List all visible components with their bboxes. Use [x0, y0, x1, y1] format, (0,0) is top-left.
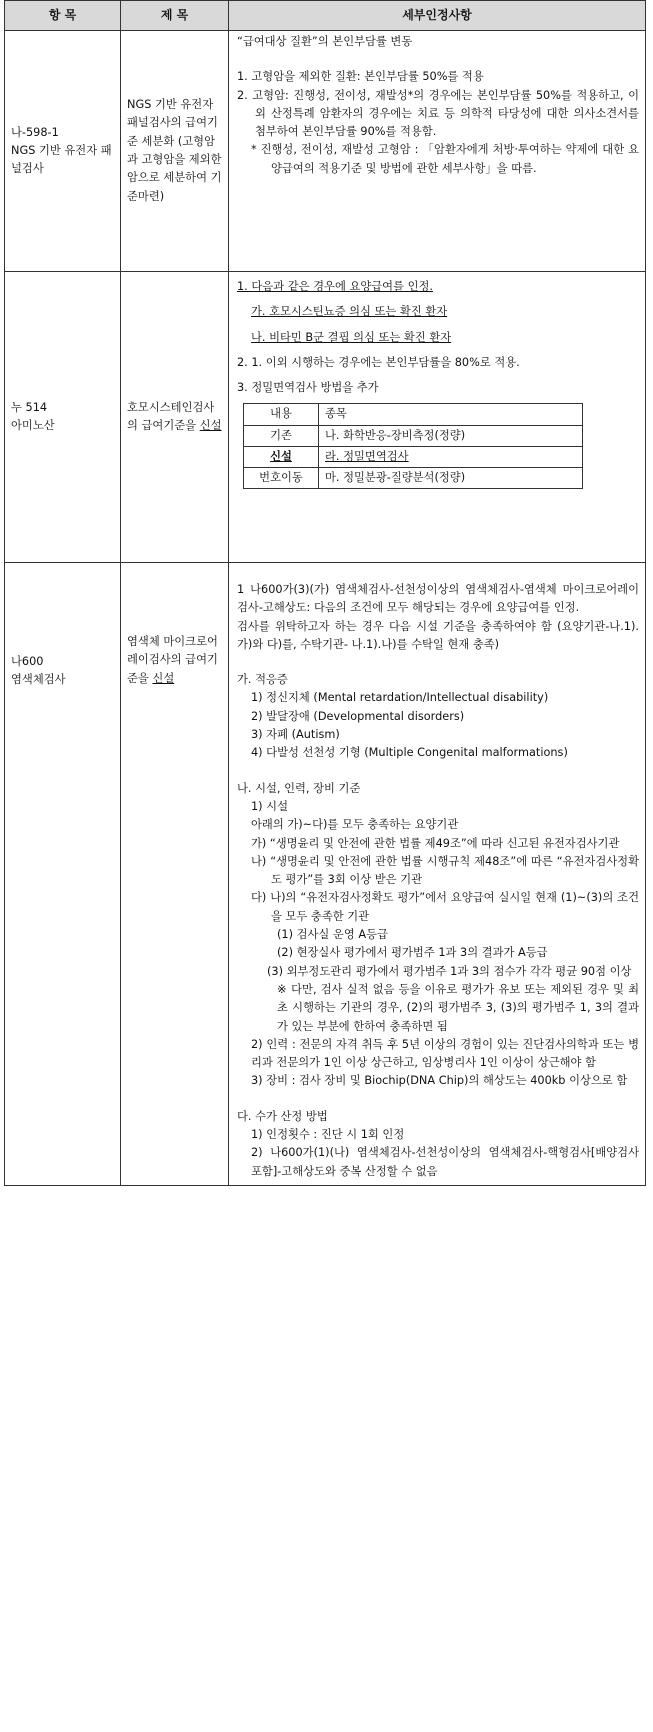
- method-table-row: 신설 라. 정밀면역검사: [244, 446, 583, 467]
- header-details: 세부인정사항: [229, 1, 646, 31]
- detail-line: 2. 고형암: 진행성, 전이성, 재발성*의 경우에는 본인부담률 50%를 적용하고, 이외 산정특례 암환자의 경우에는 치료 등 의학적 타당성에 대한 의사소견서를 첨부하여 본인부담률 90%를 적용함.: [237, 88, 639, 139]
- detail-line: “급여대상 질환”의 본인부담률 변동: [237, 35, 413, 48]
- title-text: 염색체 마이크로어레이검사의 급여기준을: [127, 635, 218, 685]
- table-header-row: [5, 1, 646, 31]
- title-text: NGS 기반 유전자 패널검사의 급여기준 세분화 (고형암과 고형암을 제외한 암으로 세분하여 기준마련): [127, 98, 222, 203]
- detail-line: 나. 비타민 B군 결핍 의심 또는 확진 환자: [251, 330, 452, 344]
- criteria-table: [4, 0, 646, 1186]
- list-item: 1) 인정횟수 : 진단 시 1회 인정: [251, 1128, 405, 1142]
- details-cell: [229, 563, 646, 1186]
- list-item: 나) “생명윤리 및 안전에 관한 법률 시행규칙 제48조”에 따른 “유전자검사정확도 평가”를 3회 이상 받은 기관: [251, 854, 639, 887]
- detail-line: 2. 1. 이외 시행하는 경우에는 본인부담률을 80%로 적용.: [237, 355, 520, 369]
- item-name: 염색체검사: [11, 673, 66, 687]
- details-cell: [229, 31, 646, 272]
- detail-line: 검사를 위탁하고자 하는 경우 다음 시설 기준을 충족하여야 함 (요양기관-나.1).가)와 다)를, 수탁기관- 나.1).나)를 수탁일 현재 충족): [237, 619, 639, 651]
- item-cell: [5, 272, 121, 563]
- detail-line: 1. 고형암을 제외한 질환: 본인부담률 50%를 적용: [237, 70, 484, 84]
- method-table-row: 번호이동 마. 정밀분광-질량분석(정량): [244, 467, 583, 488]
- title-new-marker: 신설: [199, 419, 222, 432]
- section-title: 가. 적응증: [237, 673, 288, 687]
- title-cell: [121, 31, 229, 272]
- note: ※ 다만, 검사 실적 없음 등을 이유로 평가가 유보 또는 제외된 경우 및 최초 시행하는 기관의 경우, (2)의 평가범주 3, (3)의 평가범주 1, 3의 결과가 있는 부분에 한하여 충족하면 됨: [277, 982, 639, 1033]
- list-item: 가) “생명윤리 및 안전에 관한 법률 제49조”에 따라 신고된 유전자검사기관: [251, 836, 620, 850]
- list-item: (3) 외부정도관리 평가에서 평가범주 1과 3의 점수가 각각 평균 90점 이상: [267, 964, 632, 978]
- table-row: [5, 563, 646, 1186]
- list-item: 다) 나)의 “유전자검사정확도 평가”에서 요양급여 실시일 현재 (1)~(3)의 조건을 모두 충족한 기관: [251, 891, 639, 923]
- list-item: 2) 인력 : 전문의 자격 취득 후 5년 이상의 경험이 있는 진단검사의학과 또는 병리과 전문의가 1인 이상 상근하고, 임상병리사 1인 이상이 상근해야 함: [251, 1037, 639, 1070]
- title-new-marker: 신설: [152, 671, 175, 685]
- list-item: 아래의 가)~다)를 모두 충족하는 요양기관: [251, 818, 459, 832]
- item-cell: [5, 31, 121, 272]
- header-title: 제 목: [121, 1, 229, 31]
- method-table: [243, 403, 583, 488]
- title-cell: [121, 563, 229, 1186]
- list-item: 1) 정신지체 (Mental retardation/Intellectual disability): [251, 691, 549, 705]
- item-name: 아미노산: [11, 419, 55, 432]
- item-code: 나600: [11, 655, 44, 668]
- list-item: 1) 시설: [251, 799, 289, 813]
- list-item: 2) 발달장애 (Developmental disorders): [251, 709, 465, 723]
- list-item: (2) 현장실사 평가에서 평가범주 1과 3의 결과가 A등급: [277, 946, 548, 960]
- method-table-row: 기존 나. 화학반응-장비측정(정량): [244, 425, 583, 446]
- item-name: NGS 기반 유전자 패널검사: [11, 143, 112, 176]
- detail-line: 1. 다음과 같은 경우에 요양급여를 인정.: [237, 280, 434, 293]
- list-item: 3) 자폐 (Autism): [251, 728, 340, 742]
- header-item: 항 목: [5, 1, 121, 31]
- section-title: 나. 시설, 인력, 장비 기준: [237, 781, 361, 795]
- title-text: 호모시스테인검사의 급여기준을: [127, 400, 215, 432]
- section-title: 다. 수가 산정 방법: [237, 1109, 328, 1123]
- table-row: [5, 31, 646, 272]
- item-cell: [5, 563, 121, 1186]
- title-cell: [121, 272, 229, 563]
- table-row: [5, 272, 646, 563]
- method-table-header: 내용 종목: [244, 404, 583, 425]
- list-item: 3) 장비 : 검사 장비 및 Biochip(DNA Chip)의 해상도는 400kb 이상으로 함: [251, 1074, 628, 1088]
- details-cell: [229, 272, 646, 563]
- list-item: (1) 검사실 운영 A등급: [277, 928, 388, 942]
- list-item: 4) 다발성 선천성 기형 (Multiple Congenital malformations): [251, 746, 568, 760]
- detail-footnote: * 진행성, 전이성, 재발성 고형암 : 「암환자에게 처방·투여하는 약제에 대한 요양급여의 적용기준 및 방법에 관한 세부사항」을 따름.: [251, 143, 639, 175]
- item-code: 누 514: [11, 400, 48, 414]
- item-code: 나-598-1: [11, 125, 59, 139]
- detail-line: 가. 호모시스틴뇨증 의심 또는 확진 환자: [251, 305, 448, 319]
- detail-line: 1 나600가(3)(가) 염색체검사-선천성이상의 염색체검사-염색체 마이크로어레이검사-고해상도: 다음의 조건에 모두 해당되는 경우에 요양급여를 인정.: [237, 583, 639, 615]
- detail-line: 3. 정밀면역검사 방법을 추가: [237, 381, 379, 395]
- list-item: 2) 나600가(1)(나) 염색체검사-선천성이상의 염색체검사-핵형검사[배양검사 포함]-고해상도와 중복 산정할 수 없음: [251, 1146, 639, 1178]
